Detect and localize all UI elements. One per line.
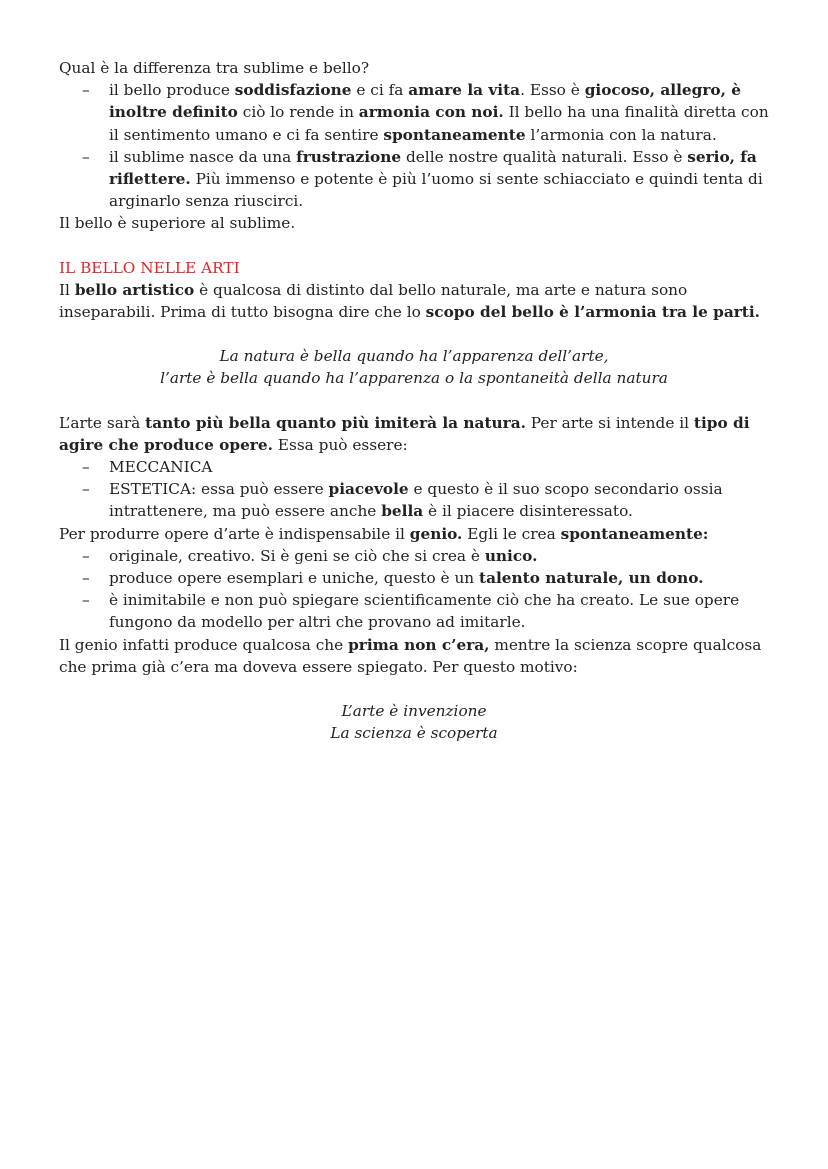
list-item-esemplari: – produce opere esemplari e uniche, questo è un talento naturale, un dono.	[59, 567, 769, 589]
list-item-sublime: – il sublime nasce da una frustrazione delle nostre qualità naturali. Esso è serio, fa riflettere. Più immenso e potente è più l’uomo si sente schiacciato e quindi tenta di arginarlo senza riuscirci.	[59, 146, 769, 213]
conclusion-line: Il bello è superiore al sublime.	[59, 214, 296, 233]
list-item-inimitabile: – è inimitabile e non può spiegare scientificamente ciò che ha creato. Le sue opere fungono da modello per altri che provano ad imitarle.	[59, 589, 769, 633]
intro-paragraph: Il bello artistico è qualcosa di distinto dal bello naturale, ma arte e natura sono inseparabili. Prima di tutto bisogna dire che lo scopo del bello è l’armonia tra le parti.	[59, 280, 760, 322]
list-item-bello: – il bello produce soddisfazione e ci fa amare la vita. Esso è giocoso, allegro, è inoltre definito ciò lo rende in armonia con noi. Il bello ha una finalità diretta con il sentimento umano e ci fa sentire spontaneamente l’armonia con la natura.	[59, 79, 769, 146]
art-paragraph: L’arte sarà tanto più bella quanto più imiterà la natura. Per arte si intende il tipo di agire che produce opere. Essa può essere:	[59, 413, 750, 454]
quote-line: La natura è bella quando ha l’apparenza dell’arte,	[219, 347, 609, 366]
genius-traits-list	[59, 545, 769, 634]
genius-paragraph: Per produrre opere d’arte è indispensabile il genio. Egli le crea spontaneamente:	[59, 524, 709, 543]
list-item-estetica: – ESTETICA: essa può essere piacevole e questo è il suo scopo secondario ossia intrattenere, ma può essere anche bella è il piacere disinteressato.	[59, 478, 769, 522]
list-item-meccanica: – MECCANICA	[59, 456, 769, 478]
section-heading: IL BELLO NELLE ARTI	[59, 258, 240, 277]
quote-line: La scienza è scoperta	[330, 724, 498, 743]
quote-line: l’arte è bella quando ha l’apparenza o la spontaneità della natura	[160, 369, 668, 388]
question-line: Qual è la differenza tra sublime e bello?	[59, 59, 370, 77]
quote-line: L’arte è invenzione	[341, 702, 487, 721]
science-paragraph: Il genio infatti produce qualcosa che prima non c’era, mentre la scienza scopre qualcosa che prima già c’era ma doveva essere spiegato. Per questo motivo:	[59, 635, 762, 676]
document-page	[59, 57, 769, 744]
list-item-originale: – originale, creativo. Si è geni se ciò che si crea è unico.	[59, 545, 769, 567]
comparison-list	[59, 79, 769, 212]
art-kinds-list	[59, 456, 769, 523]
